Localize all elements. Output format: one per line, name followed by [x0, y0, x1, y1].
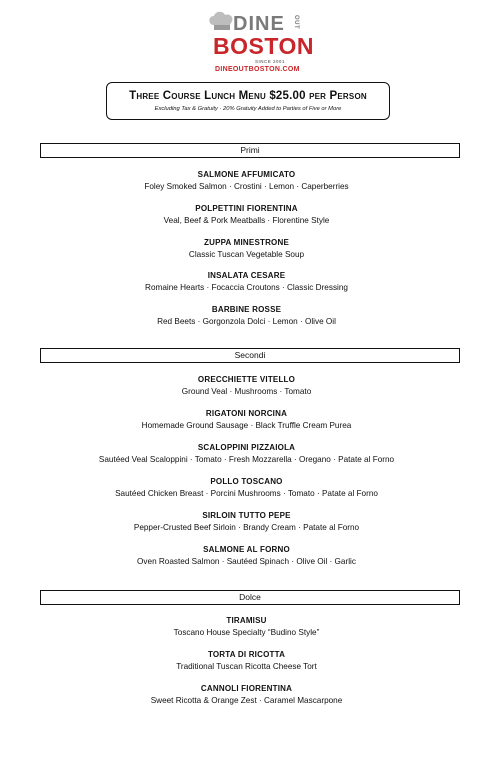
menu-item [0, 442, 493, 465]
menu-item-description: Sweet Ricotta & Orange Zest · Caramel Mascarpone [150, 696, 343, 705]
menu-subtitle: Excluding Tax & Gratuity · 20% Gratuity Added to Parties of Five or More [154, 106, 342, 112]
menu-item-name: SIRLOIN TUTTO PEPE [202, 511, 291, 520]
logo-since-text: SINCE 2001 [255, 59, 286, 64]
menu-item [0, 169, 493, 192]
logo-url-text: DINEOUTBOSTON.COM [215, 66, 300, 73]
menu-item-description: Classic Tuscan Vegetable Soup [188, 250, 305, 259]
dine-out-boston-logo [205, 8, 314, 76]
menu-item-name: BARBINE ROSSE [211, 305, 282, 314]
menu-item-name: SCALOPPINI PIZZAIOLA [197, 443, 296, 452]
menu-item-description: Red Beets · Gorgonzola Dolci · Lemon · Olive Oil [157, 317, 336, 326]
menu-item-description: Pepper-Crusted Beef Sirloin · Brandy Cream · Patate al Forno [133, 523, 360, 532]
menu-item-name: TORTA DI RICOTTA [207, 650, 286, 659]
menu-item [0, 683, 493, 706]
menu-item-name: ORECCHIETTE VITELLO [197, 375, 296, 384]
menu-item-name: CANNOLI FIORENTINA [200, 684, 293, 693]
menu-item [0, 237, 493, 260]
menu-title-box [106, 82, 390, 120]
menu-item [0, 615, 493, 638]
menu-item [0, 203, 493, 226]
menu-title: Three Course Lunch Menu $25.00 per Person [129, 90, 367, 102]
menu-item-description: Traditional Tuscan Ricotta Cheese Tort [176, 662, 317, 671]
menu-item [0, 476, 493, 499]
menu-item-description: Foley Smoked Salmon · Crostini · Lemon · Caperberries [144, 182, 349, 191]
menu-item-name: RIGATONI NORCINA [205, 409, 288, 418]
section-header-secondi: Secondi [40, 348, 460, 363]
menu-item [0, 408, 493, 431]
menu-item [0, 270, 493, 293]
logo-dine-text: DINE [233, 13, 285, 35]
menu-item-name: TIRAMISU [226, 616, 267, 625]
menu-item [0, 544, 493, 567]
menu-item-description: Veal, Beef & Pork Meatballs · Florentine Style [163, 216, 330, 225]
section-header-dolce: Dolce [40, 590, 460, 605]
section-header-primi: Primi [40, 143, 460, 158]
menu-item [0, 374, 493, 397]
menu-item [0, 510, 493, 533]
chef-hat-icon [207, 10, 235, 32]
logo-boston-text: BOSTON [213, 33, 314, 59]
menu-item-name: POLLO TOSCANO [210, 477, 283, 486]
menu-item-name: INSALATA CESARE [207, 271, 286, 280]
menu-item-description: Romaine Hearts · Focaccia Croutons · Classic Dressing [145, 283, 348, 292]
menu-item-name: POLPETTINI FIORENTINA [195, 204, 298, 213]
menu-item [0, 304, 493, 327]
menu-item-description: Homemade Ground Sausage · Black Truffle Cream Purea [141, 421, 352, 430]
menu-item-description: Oven Roasted Salmon · Sautéed Spinach · Olive Oil · Garlic [137, 557, 356, 566]
logo-out-text: OUT [293, 15, 299, 30]
menu-item [0, 649, 493, 672]
menu-item-name: SALMONE AFFUMICATO [197, 170, 296, 179]
menu-item-description: Ground Veal · Mushrooms · Tomato [181, 387, 312, 396]
menu-item-description: Toscano House Specialty “Budino Style” [173, 628, 320, 637]
menu-item-description: Sautéed Veal Scaloppini · Tomato · Fresh Mozzarella · Oregano · Patate al Forno [98, 455, 395, 464]
menu-item-description: Sautéed Chicken Breast · Porcini Mushrooms · Tomato · Patate al Forno [115, 489, 378, 498]
menu-item-name: SALMONE AL FORNO [203, 545, 290, 554]
menu-item-name: ZUPPA MINESTRONE [204, 238, 289, 247]
